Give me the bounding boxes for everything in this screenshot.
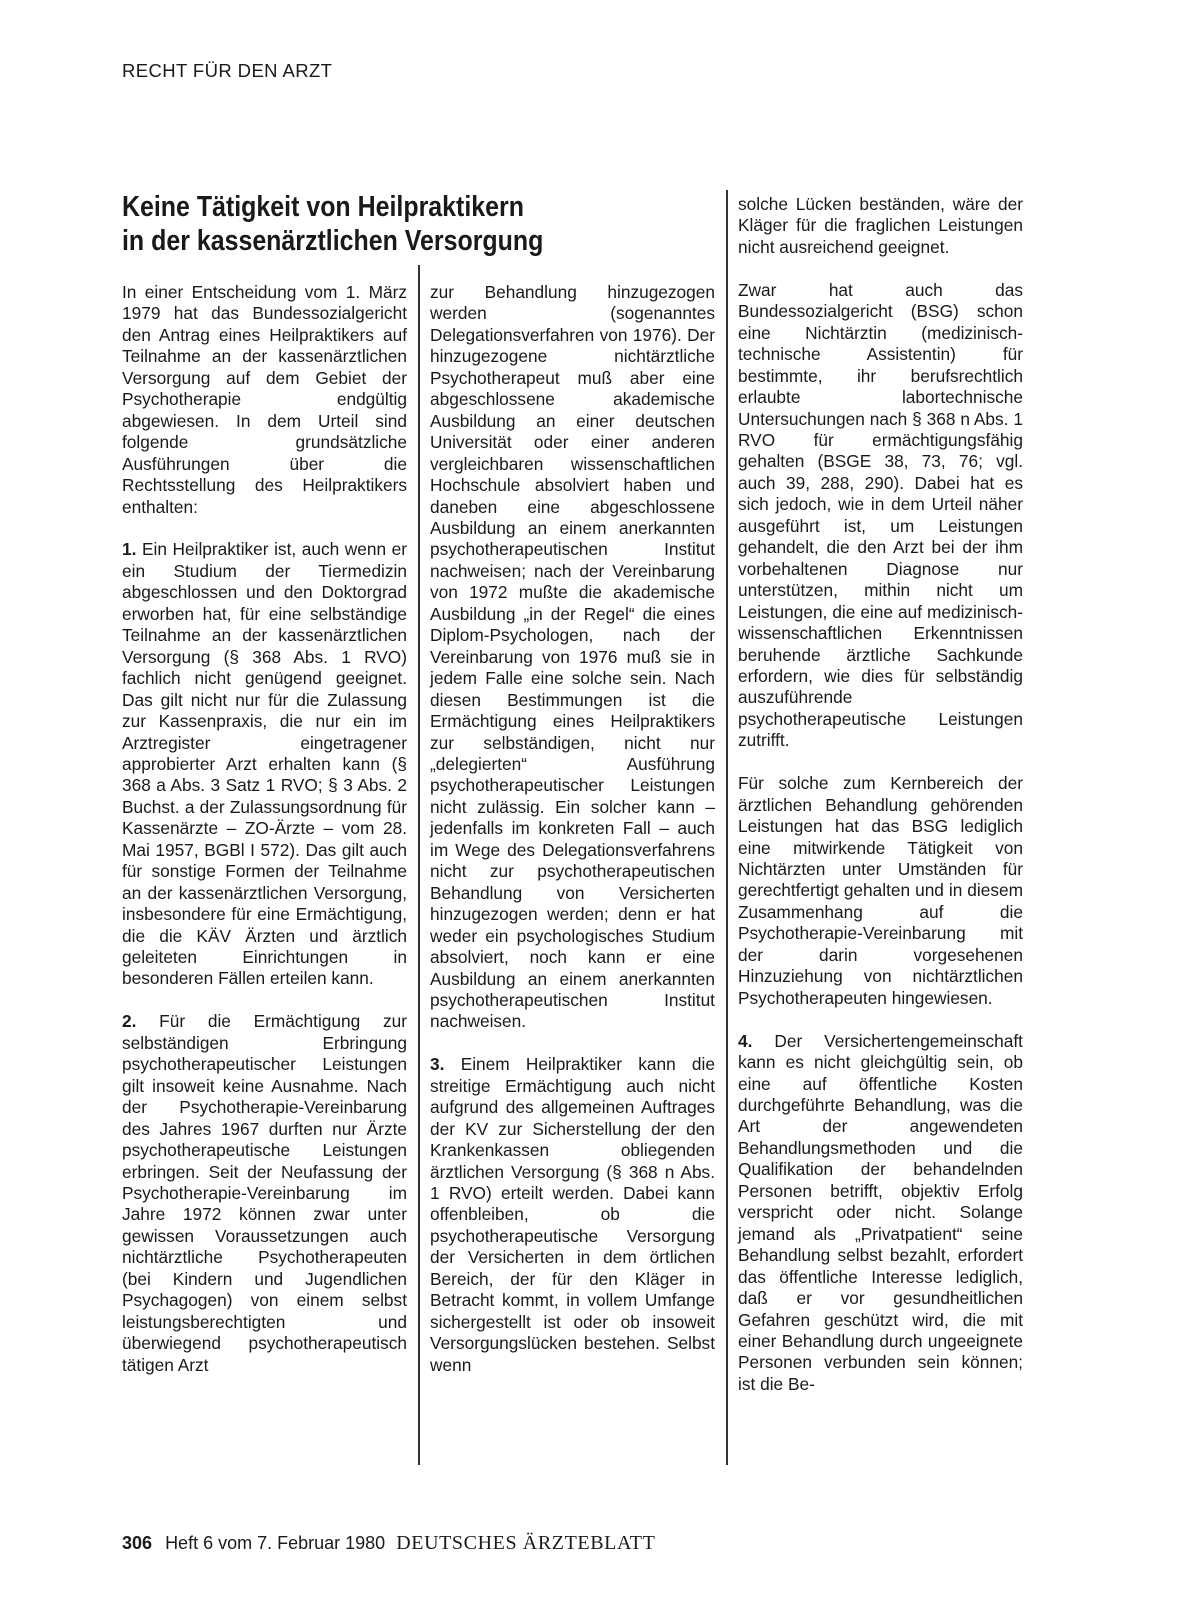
- text-column-2: [430, 282, 715, 1376]
- issue-info: Heft 6 vom 7. Februar 1980: [165, 1533, 386, 1553]
- column-rule-left: [418, 265, 420, 1465]
- page-footer: [122, 1532, 655, 1555]
- article-title: [122, 190, 638, 258]
- title-line-2: in der kassenärztlichen Versorgung: [122, 225, 544, 257]
- paragraph: [122, 282, 407, 518]
- paragraph: [738, 280, 1023, 752]
- paragraph-text: solche Lücken beständen, wäre der Kläger für die fraglichen Leistungen nicht ausreichend geeignet.: [738, 194, 1023, 257]
- paragraph: [738, 773, 1023, 1009]
- paragraph: [430, 282, 715, 1033]
- section-number: 2.: [122, 1011, 137, 1032]
- paragraph-text: In einer Entscheidung vom 1. März 1979 hat das Bundessozialgericht den Antrag eines Heilpraktikers auf Teilnahme an der kassenärztlichen Versorgung auf dem Gebiet der Psychotherapie endgültig abgewiesen. In dem Urteil sind folgende grundsätzliche Ausführungen über die Rechtsstellung des Heilpraktikers enthalten:: [122, 282, 407, 517]
- paragraph-text: Für solche zum Kernbereich der ärztlichen Behandlung gehörenden Leistungen hat das BSG lediglich eine mitwirkende Tätigkeit von Nichtärzten unter Umständen für gerechtfertigt gehalten und in diesem Zusammenhang auf die Psychotherapie-Vereinbarung mit der darin vorgesehenen Hinzuziehung von nichtärztlichen Psychotherapeuten hingewiesen.: [738, 773, 1023, 1008]
- section-number: 3.: [430, 1054, 445, 1075]
- paragraph: [430, 1054, 715, 1376]
- paragraph: [738, 194, 1023, 258]
- paragraph-text: Zwar hat auch das Bundessozialgericht (BSG) schon eine Nichtärztin (medizinisch-technische Assistentin) für bestimmte, ihr berufsrechtlich erlaubte labortechnische Untersuchungen nach § 368 n Abs. 1 RVO für ermächtigungsfähig gehalten (BSGE 38, 73, 76; vgl. auch 39, 288, 290). Dabei hat es sich jedoch, wie in dem Urteil näher ausgeführt ist, um Leistungen gehandelt, die den Arzt bei der ihm vorbehaltenen Diagnose nur unterstützen, mithin nicht um Leistungen, die eine auf medizinisch-wissenschaftlichen Erkenntnissen beruhende ärztliche Sachkunde erfordern, wie dies für selbständig auszuführende psychotherapeutische Leistungen zutrifft.: [738, 279, 1023, 751]
- paragraph: [122, 539, 407, 990]
- section-number: 4.: [738, 1030, 753, 1051]
- paragraph: [738, 1031, 1023, 1396]
- paragraph-text: zur Behandlung hinzugezogen werden (sogenanntes Delegationsverfahren von 1976). Der hinzugezogene nichtärztliche Psychotherapeut muß aber eine abgeschlossene akademische Ausbildung an einer deutschen Universität oder einer anderen vergleichbaren wissenschaftlichen Hochschule absolviert haben und daneben eine abgeschlossene Ausbildung an einem anerkannten psychotherapeutischen Institut nachweisen; nach der Vereinbarung von 1972 mußte die akademische Ausbildung „in der Regel“ die eines Diplom-Psychologen, nach der Vereinbarung von 1976 muß sie in jedem Falle eine solche sein. Nach diesen Bestimmungen ist die Ermächtigung eines Heilpraktikers zur selbständigen, nicht nur „delegierten“ Ausführung psychotherapeutischer Leistungen nicht zulässig. Ein solcher kann – jedenfalls im konkreten Fall – auch im Wege des Delegationsverfahrens nicht zur psychotherapeutischen Behandlung von Versicherten hinzugezogen werden; denn er hat weder ein psychologisches Studium absolviert, noch kann er eine Ausbildung an einem anerkannten psychotherapeutischen Institut nachweisen.: [430, 282, 715, 1032]
- column-rule-right: [726, 190, 728, 1465]
- section-number: 1.: [122, 539, 137, 560]
- running-head: RECHT FÜR DEN ARZT: [122, 60, 333, 81]
- page-number: 306: [122, 1533, 153, 1553]
- publication-name: DEUTSCHES ÄRZTEBLATT: [396, 1532, 656, 1554]
- paragraph-text: Ein Heilpraktiker ist, auch wenn er ein Studium der Tiermedizin abgeschlossen und den Doktorgrad erworben hat, für eine selbständige Teilnahme an der kassenärztlichen Versorgung (§ 368 Abs. 1 RVO) fachlich nicht genügend geeignet. Das gilt nicht nur für die Zulassung zur Kassenpraxis, die nur ein im Arztregister eingetragener approbierter Arzt erhalten kann (§ 368 a Abs. 3 Satz 1 RVO; § 3 Abs. 2 Buchst. a der Zulassungsordnung für Kassenärzte – ZO-Ärzte – vom 28. Mai 1957, BGBl I 572). Das gilt auch für sonstige Formen der Teilnahme an der kassenärztlichen Versorgung, insbesondere für eine Ermächtigung, die die KÄV Ärzten und ärztlich geleiteten Einrichtungen in besonderen Fällen erteilen kann.: [122, 539, 407, 989]
- paragraph-text: Für die Ermächtigung zur selbständigen Erbringung psychotherapeutischer Leistungen gilt insoweit keine Ausnahme. Nach der Psychotherapie-Vereinbarung des Jahres 1967 durften nur Ärzte psychotherapeutische Leistungen erbringen. Seit der Neufassung der Psychotherapie-Vereinbarung im Jahre 1972 können zwar unter gewissen Voraussetzungen auch nichtärztliche Psychotherapeuten (bei Kindern und Jugendlichen Psychagogen) von einem selbst leistungsberechtigten und überwiegend psychotherapeutisch tätigen Arzt: [122, 1011, 407, 1375]
- text-column-3: [738, 194, 1023, 1395]
- title-line-1: Keine Tätigkeit von Heilpraktikern: [122, 191, 524, 223]
- paragraph-text: Einem Heilpraktiker kann die streitige Ermächtigung auch nicht aufgrund des allgemeinen Auftrages der KV zur Sicherstellung der den Krankenkassen obliegenden ärztlichen Versorgung (§ 368 n Abs. 1 RVO) erteilt werden. Dabei kann offenbleiben, ob die psychotherapeutische Versorgung der Versicherten in dem örtlichen Bereich, der für den Kläger in Betracht kommt, in vollem Umfange sichergestellt ist oder ob insoweit Versorgungslücken bestehen. Selbst wenn: [430, 1054, 715, 1375]
- text-column-1: [122, 282, 407, 1376]
- paragraph-text: Der Versichertengemeinschaft kann es nicht gleichgültig sein, ob eine auf öffentliche Kosten durchgeführte Behandlung, was die Art der angewendeten Behandlungsmethoden und die Qualifikation der behandelnden Personen betrifft, objektiv Erfolg verspricht oder nicht. Solange jemand als „Privatpatient“ seine Behandlung selbst bezahlt, erfordert das öffentliche Interesse lediglich, daß er vor gesundheitlichen Gefahren geschützt wird, die mit einer Behandlung durch ungeeignete Personen verbunden sein können; ist die Be-: [738, 1030, 1023, 1394]
- paragraph: [122, 1011, 407, 1376]
